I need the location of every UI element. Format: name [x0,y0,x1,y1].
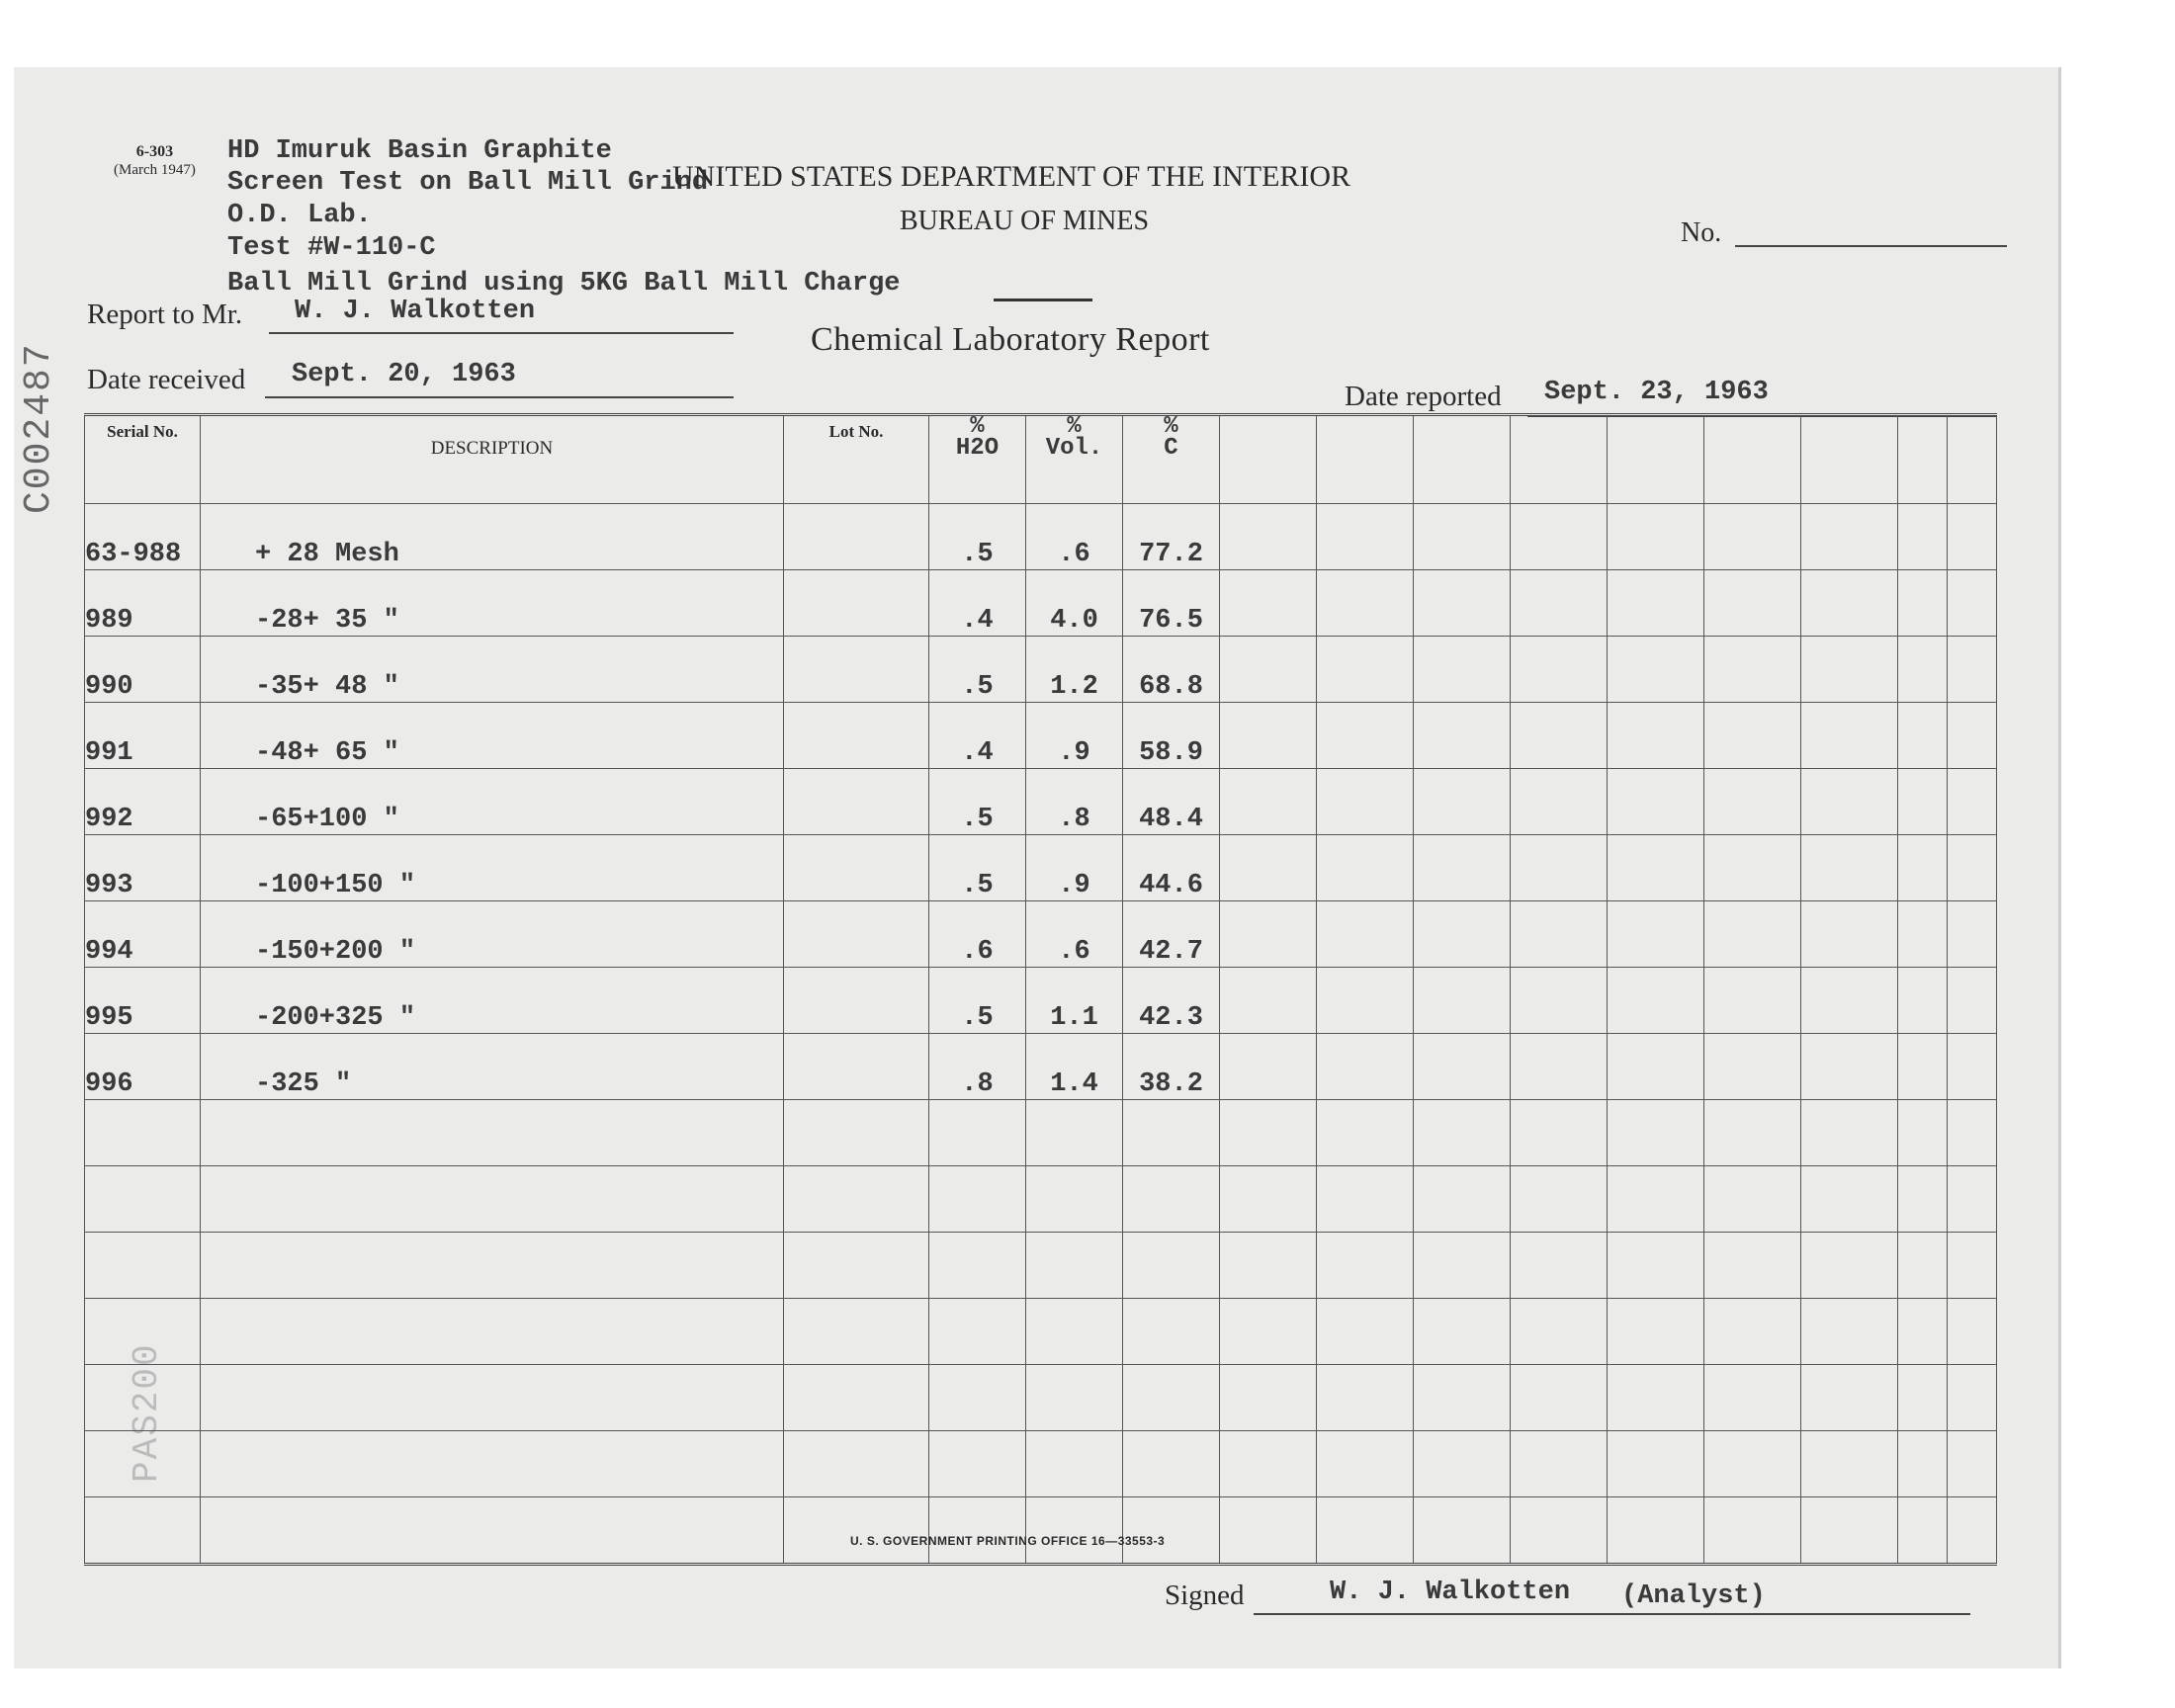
cell-c: 76.5 [1123,570,1220,637]
cell-empty [1220,1431,1317,1497]
table-row [85,835,1997,901]
cell-empty [1948,1497,1997,1565]
cell-empty [1608,769,1704,835]
cell-empty [1220,1100,1317,1166]
cell-serial: 992 [85,769,201,835]
form-date: (March 1947) [114,162,196,178]
cell-h2o: .5 [929,968,1026,1034]
cell-empty [1220,1299,1317,1365]
cell-vol [1026,1166,1123,1233]
form-code [114,143,196,179]
cell-empty [1948,1034,1997,1100]
cell-empty [1511,1431,1608,1497]
title-divider [994,299,1092,301]
cell-serial [85,1100,201,1166]
cell-vol: .9 [1026,835,1123,901]
cell-empty [1608,637,1704,703]
cell-c: 58.9 [1123,703,1220,769]
cell-empty [1948,835,1997,901]
cell-empty [1511,769,1608,835]
cell-empty [1948,703,1997,769]
cell-empty [1511,504,1608,570]
cell-empty [1220,1365,1317,1431]
cell-empty [1704,1166,1801,1233]
table-row [85,1365,1997,1431]
cell-serial: 990 [85,637,201,703]
cell-empty [1317,1299,1414,1365]
header-vol-label: Vol. [1045,435,1103,462]
cell-empty [1704,1034,1801,1100]
header-c [1123,415,1220,504]
cell-h2o [929,1497,1026,1565]
cell-c: 42.7 [1123,901,1220,968]
header-vol [1026,415,1123,504]
cell-empty [1608,1299,1704,1365]
cell-empty [1801,769,1898,835]
report-title: Chemical Laboratory Report [811,321,1210,358]
header-lot: Lot No. [784,415,929,504]
signature-line [1254,1613,1970,1615]
cell-empty [1414,1034,1511,1100]
cell-empty [1414,1497,1511,1565]
table-row [85,1431,1997,1497]
cell-empty [1414,1166,1511,1233]
printer-imprint: U. S. GOVERNMENT PRINTING OFFICE 16—33553-3 [850,1534,1166,1548]
cell-empty [1414,968,1511,1034]
cell-empty [1317,835,1414,901]
cell-empty [1704,570,1801,637]
table-header-row [85,415,1997,504]
cell-empty [1608,968,1704,1034]
cell-vol: 4.0 [1026,570,1123,637]
cell-empty [1511,570,1608,637]
cell-empty [1414,1365,1511,1431]
cell-empty [1898,637,1948,703]
cell-serial [85,1365,201,1431]
cell-empty [1511,968,1608,1034]
report-to-label: Report to Mr. [87,299,243,330]
cell-empty [1220,835,1317,901]
cell-empty [1511,637,1608,703]
cell-empty [1220,1497,1317,1565]
cell-vol [1026,1497,1123,1565]
cell-lot [784,1431,929,1497]
cell-empty [1511,835,1608,901]
cell-empty [1317,570,1414,637]
cell-empty [1317,1497,1414,1565]
header-h2o [929,415,1026,504]
results-table [84,413,1997,1566]
date-reported-value: Sept. 23, 1963 [1544,378,1769,407]
cell-empty [1898,1497,1948,1565]
cell-empty [1801,703,1898,769]
cell-lot [784,1233,929,1299]
cell-empty [1898,1299,1948,1365]
cell-c [1123,1233,1220,1299]
cell-empty [1801,1233,1898,1299]
cell-description [201,1166,784,1233]
date-received-line [265,396,734,398]
header-serial: Serial No. [85,415,201,504]
cell-empty [1948,570,1997,637]
cell-empty [1704,1365,1801,1431]
cell-vol [1026,1365,1123,1431]
cell-empty [1414,637,1511,703]
cell-empty [1511,1299,1608,1365]
cell-empty [1317,1365,1414,1431]
cell-empty [1801,1299,1898,1365]
cell-c [1123,1497,1220,1565]
cell-serial: 994 [85,901,201,968]
cell-empty [1608,703,1704,769]
cell-c [1123,1365,1220,1431]
cell-empty [1317,637,1414,703]
cell-empty [1317,1100,1414,1166]
cell-lot [784,1365,929,1431]
cell-vol [1026,1431,1123,1497]
cell-empty [1898,1034,1948,1100]
cell-h2o [929,1299,1026,1365]
cell-empty [1317,703,1414,769]
cell-empty [1704,1497,1801,1565]
cell-empty [1801,637,1898,703]
department-name: UNITED STATES DEPARTMENT OF THE INTERIOR [672,160,1351,193]
table-row [85,703,1997,769]
cell-description [201,1497,784,1565]
cell-empty [1948,1166,1997,1233]
cell-vol [1026,1100,1123,1166]
cell-empty [1704,703,1801,769]
heading-line-2: Screen Test on Ball Mill Grind [227,168,709,198]
cell-empty [1317,1431,1414,1497]
cell-empty [1317,1166,1414,1233]
cell-empty [1801,1034,1898,1100]
cell-empty [1608,1497,1704,1565]
cell-empty [1898,703,1948,769]
cell-serial: 63-988 [85,504,201,570]
cell-empty [1898,901,1948,968]
cell-empty [1608,1100,1704,1166]
cell-empty [1704,968,1801,1034]
cell-serial: 989 [85,570,201,637]
cell-empty [1511,1034,1608,1100]
cell-empty [1801,901,1898,968]
cell-empty [1801,1497,1898,1565]
cell-vol: .9 [1026,703,1123,769]
cell-empty [1608,1431,1704,1497]
cell-empty [1608,901,1704,968]
cell-lot [784,570,929,637]
cell-h2o [929,1100,1026,1166]
heading-line-4: Test #W-110-C [227,233,436,263]
table-row [85,504,1997,570]
cell-empty [1704,901,1801,968]
cell-c [1123,1100,1220,1166]
cell-lot [784,1166,929,1233]
cell-empty [1608,504,1704,570]
cell-vol: .6 [1026,901,1123,968]
cell-vol: 1.1 [1026,968,1123,1034]
cell-empty [1608,1166,1704,1233]
cell-empty [1317,769,1414,835]
cell-description [201,1299,784,1365]
cell-lot [784,901,929,968]
cell-empty [1801,1166,1898,1233]
cell-c [1123,1431,1220,1497]
cell-empty [1704,1233,1801,1299]
cell-serial [85,1431,201,1497]
cell-empty [1704,769,1801,835]
cell-empty [1220,1034,1317,1100]
table-row [85,1166,1997,1233]
cell-empty [1948,968,1997,1034]
cell-empty [1511,1100,1608,1166]
cell-empty [1414,1431,1511,1497]
cell-empty [1948,1233,1997,1299]
cell-serial [85,1497,201,1565]
report-to-line [269,332,734,334]
cell-empty [1948,1365,1997,1431]
cell-empty [1414,769,1511,835]
header-c-pct: % [1164,413,1178,440]
date-received-value: Sept. 20, 1963 [292,360,516,389]
cell-serial [85,1233,201,1299]
cell-empty [1220,637,1317,703]
heading-line-5: Ball Mill Grind using 5KG Ball Mill Charge [227,269,901,299]
header-description: DESCRIPTION [201,415,784,504]
cell-empty [1414,1233,1511,1299]
table-row [85,1497,1997,1565]
cell-serial [85,1299,201,1365]
cell-empty [1220,504,1317,570]
cell-h2o: .5 [929,835,1026,901]
cell-vol: .8 [1026,769,1123,835]
cell-empty [1414,703,1511,769]
cell-h2o [929,1431,1026,1497]
cell-empty [1220,968,1317,1034]
cell-c: 68.8 [1123,637,1220,703]
cell-empty [1898,835,1948,901]
cell-c: 42.3 [1123,968,1220,1034]
cell-empty [1317,968,1414,1034]
cell-empty [1898,769,1948,835]
cell-empty [1948,1299,1997,1365]
cell-description: -28+ 35 " [201,570,784,637]
table-row [85,1299,1997,1365]
cell-empty [1220,1233,1317,1299]
cell-serial: 991 [85,703,201,769]
cell-h2o: .5 [929,769,1026,835]
cell-empty [1220,769,1317,835]
cell-lot [784,1034,929,1100]
side-stamp-faint: PAS200 [127,1342,167,1483]
cell-description: -325 " [201,1034,784,1100]
cell-empty [1220,1166,1317,1233]
cell-lot [784,703,929,769]
header-c-label: C [1164,435,1178,462]
cell-empty [1608,835,1704,901]
cell-empty [1704,637,1801,703]
cell-serial [85,1166,201,1233]
cell-empty [1801,1100,1898,1166]
cell-empty [1414,1100,1511,1166]
cell-empty [1801,968,1898,1034]
cell-empty [1704,835,1801,901]
cell-empty [1898,1365,1948,1431]
cell-empty [1608,1365,1704,1431]
cell-h2o: .4 [929,570,1026,637]
cell-empty [1414,570,1511,637]
cell-vol: 1.2 [1026,637,1123,703]
table-row [85,570,1997,637]
cell-h2o [929,1365,1026,1431]
cell-empty [1948,504,1997,570]
cell-h2o [929,1166,1026,1233]
cell-empty [1948,901,1997,968]
cell-lot [784,968,929,1034]
side-stamp: C002487 [18,342,60,514]
cell-empty [1511,1497,1608,1565]
cell-c: 77.2 [1123,504,1220,570]
cell-description [201,1100,784,1166]
cell-empty [1948,1100,1997,1166]
table-row [85,1034,1997,1100]
cell-lot [784,769,929,835]
cell-empty [1898,1166,1948,1233]
cell-empty [1948,637,1997,703]
cell-lot [784,1100,929,1166]
cell-description: -200+325 " [201,968,784,1034]
signed-label: Signed [1165,1580,1245,1611]
cell-description: -48+ 65 " [201,703,784,769]
cell-h2o: .5 [929,637,1026,703]
cell-vol: .6 [1026,504,1123,570]
header-vol-pct: % [1067,413,1082,440]
cell-empty [1948,1431,1997,1497]
cell-description: -150+200 " [201,901,784,968]
table-row [85,901,1997,968]
table-row [85,637,1997,703]
cell-empty [1317,504,1414,570]
cell-description: -100+150 " [201,835,784,901]
cell-empty [1704,1299,1801,1365]
table-row [85,968,1997,1034]
cell-empty [1704,1100,1801,1166]
cell-c [1123,1299,1220,1365]
cell-empty [1704,1431,1801,1497]
cell-description [201,1431,784,1497]
cell-empty [1220,901,1317,968]
cell-serial: 995 [85,968,201,1034]
cell-empty [1801,1365,1898,1431]
date-received-label: Date received [87,364,246,395]
cell-empty [1948,769,1997,835]
cell-lot [784,504,929,570]
cell-description [201,1365,784,1431]
cell-empty [1704,504,1801,570]
cell-c: 48.4 [1123,769,1220,835]
cell-c [1123,1166,1220,1233]
number-label: No. [1681,217,1722,248]
cell-description: -35+ 48 " [201,637,784,703]
cell-empty [1801,835,1898,901]
signed-role: (Analyst) [1621,1581,1766,1611]
cell-empty [1414,901,1511,968]
cell-lot [784,1299,929,1365]
cell-empty [1898,1431,1948,1497]
cell-empty [1317,1034,1414,1100]
cell-vol [1026,1233,1123,1299]
cell-empty [1608,1034,1704,1100]
cell-empty [1511,1166,1608,1233]
cell-c: 38.2 [1123,1034,1220,1100]
cell-c: 44.6 [1123,835,1220,901]
cell-description: + 28 Mesh [201,504,784,570]
cell-empty [1414,504,1511,570]
cell-h2o: .6 [929,901,1026,968]
cell-empty [1898,1100,1948,1166]
cell-empty [1801,1431,1898,1497]
report-to-value: W. J. Walkotten [295,297,536,326]
table-row [85,1233,1997,1299]
cell-serial: 993 [85,835,201,901]
cell-empty [1511,1365,1608,1431]
header-h2o-pct: % [970,413,985,440]
cell-empty [1414,1299,1511,1365]
cell-vol: 1.4 [1026,1034,1123,1100]
cell-empty [1898,1233,1948,1299]
cell-empty [1317,1233,1414,1299]
cell-serial: 996 [85,1034,201,1100]
header-h2o-label: H2O [955,435,1000,462]
cell-empty [1317,901,1414,968]
cell-empty [1608,570,1704,637]
heading-line-3: O.D. Lab. [227,201,372,230]
cell-empty [1220,703,1317,769]
cell-empty [1801,504,1898,570]
cell-empty [1608,1233,1704,1299]
date-reported-label: Date reported [1345,381,1502,412]
cell-empty [1511,703,1608,769]
signed-name: W. J. Walkotten [1330,1578,1571,1607]
table-row [85,1100,1997,1166]
cell-h2o: .5 [929,504,1026,570]
heading-line-1: HD Imuruk Basin Graphite [227,136,612,166]
number-field-line [1735,245,2007,247]
cell-empty [1898,968,1948,1034]
cell-h2o: .8 [929,1034,1026,1100]
cell-lot [784,835,929,901]
cell-vol [1026,1299,1123,1365]
cell-empty [1511,1233,1608,1299]
table-row [85,769,1997,835]
cell-empty [1801,570,1898,637]
cell-lot [784,1497,929,1565]
cell-empty [1414,835,1511,901]
cell-empty [1220,570,1317,637]
cell-lot [784,637,929,703]
cell-empty [1898,504,1948,570]
form-number: 6-303 [135,143,174,160]
bureau-name: BUREAU OF MINES [900,206,1150,236]
cell-h2o: .4 [929,703,1026,769]
cell-h2o [929,1233,1026,1299]
cell-empty [1898,570,1948,637]
cell-description [201,1233,784,1299]
cell-description: -65+100 " [201,769,784,835]
cell-empty [1511,901,1608,968]
